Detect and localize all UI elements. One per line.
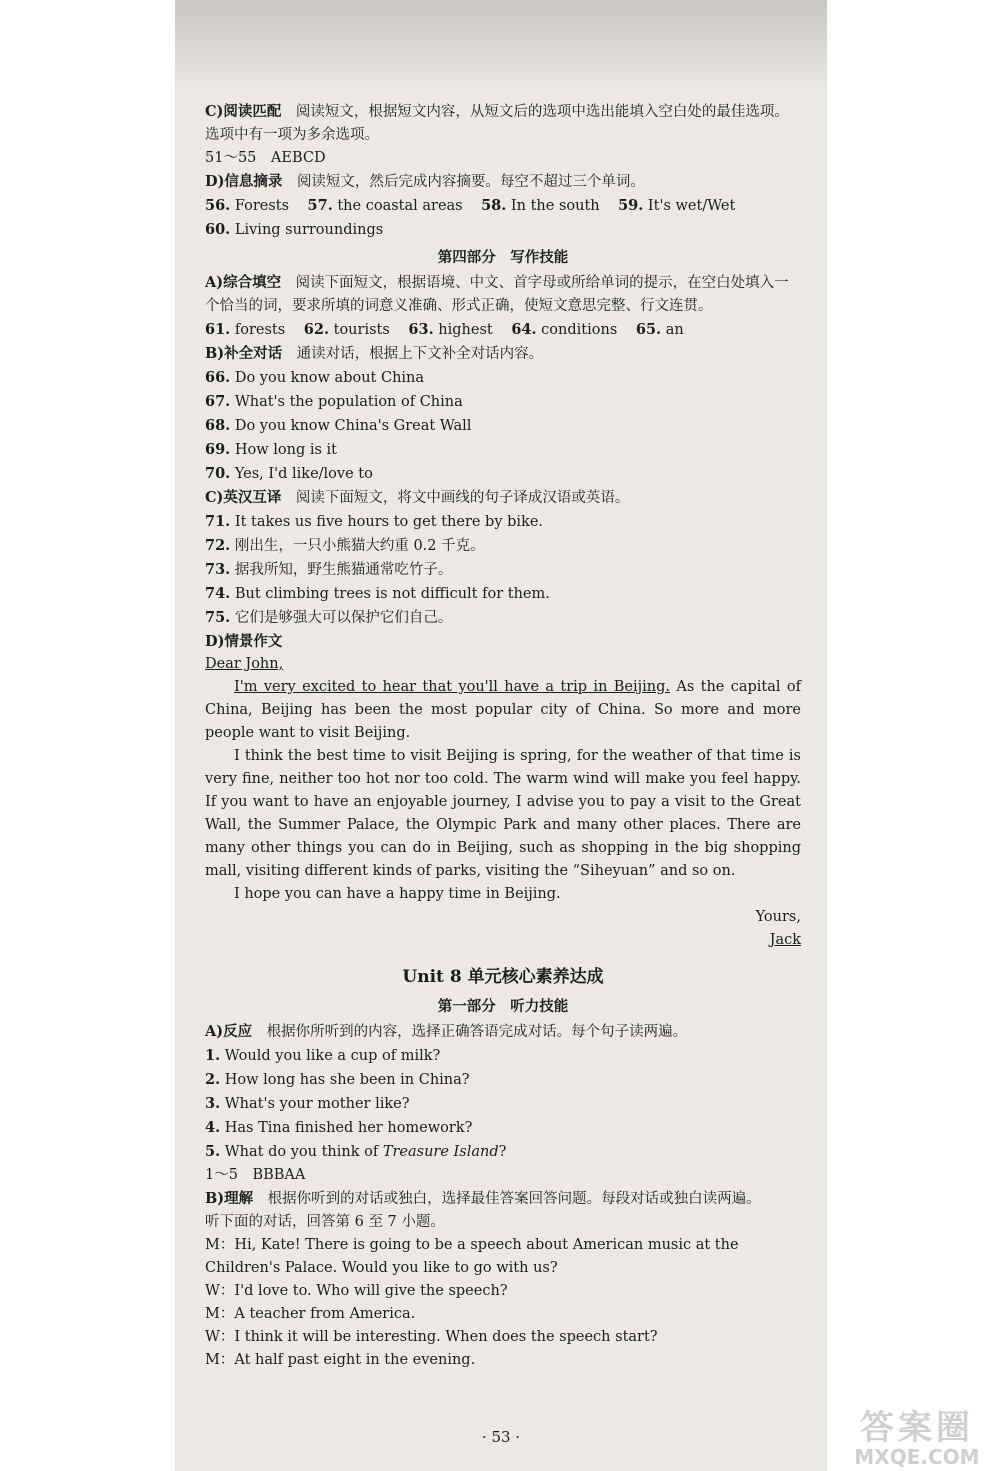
- essay-label: D)情景作文: [205, 633, 283, 650]
- unit-title: Unit 8 单元核心素养达成: [402, 967, 604, 987]
- essay-paragraph-3: I hope you can have a happy time in Beijing.: [234, 886, 561, 902]
- essay-greeting: Dear John,: [205, 656, 284, 672]
- dialog-answer: 69. How long is it: [205, 441, 337, 458]
- reaction-answers: 1～5 BBBAA: [205, 1167, 306, 1183]
- dialog-line: W：I'd love to. Who will give the speech?: [205, 1283, 508, 1299]
- dialog-answer: 68. Do you know China's Great Wall: [205, 417, 472, 434]
- essay-paragraph-1: I'm very excited to hear that you'll have a trip in Beijing. As the capital of China, Beijing has been the most popular city of China. So more and more people want to visit Beijing.: [205, 679, 801, 741]
- dialog-line: M：Hi, Kate! There is going to be a speech about American music at the Children's Palace. Would you like to go with us?: [205, 1237, 739, 1276]
- reaction-item: 1. Would you like a cup of milk?: [205, 1047, 441, 1064]
- reaction-item: 2. How long has she been in China?: [205, 1071, 470, 1088]
- dialog-answer: 70. Yes, I'd like/love to: [205, 465, 373, 482]
- dialog-answer: 67. What's the population of China: [205, 393, 463, 410]
- dialog-answer: 66. Do you know about China: [205, 369, 425, 386]
- info-summary-answers: 56. Forests 57. the coastal areas 58. In the south 59. It's wet/Wet: [205, 197, 736, 214]
- reaction-item: 4. Has Tina finished her homework?: [205, 1119, 473, 1136]
- translation-answer: 74. But climbing trees is not difficult for them.: [205, 585, 550, 602]
- essay-closing: Yours,: [755, 909, 801, 925]
- part4-heading: 第四部分 写作技能: [437, 249, 569, 266]
- part1-heading: 第一部分 听力技能: [437, 998, 569, 1015]
- watermark-text: 答案圈: [860, 1408, 974, 1448]
- reading-match-instruction: C)阅读匹配 阅读短文，根据短文内容，从短文后的选项中选出能填入空白处的最佳选项。选项中有一项为多余选项。: [205, 103, 789, 143]
- essay-signature: Jack: [769, 932, 801, 948]
- cloze-instruction: A)综合填空 阅读下面短文，根据语境、中文、首字母或所给单词的提示，在空白处填入一个恰当的词，要求所填的词意义准确、形式正确，使短文意思完整、行文连贯。: [205, 274, 789, 314]
- comprehension-subinstruction: 听下面的对话，回答第 6 至 7 小题。: [205, 1214, 445, 1230]
- info-summary-answer-60: 60. Living surroundings: [205, 221, 384, 238]
- reaction-item: 3. What's your mother like?: [205, 1095, 410, 1112]
- translation-instruction: C)英汉互译 阅读下面短文，将文中画线的句子译成汉语或英语。: [205, 489, 630, 506]
- scan-shadow: [175, 0, 827, 95]
- page-number: · 53 ·: [481, 1428, 521, 1446]
- translation-answer: 71. It takes us five hours to get there by bike.: [205, 513, 544, 530]
- translation-answer: 72. 刚出生，一只小熊猫大约重 0.2 千克。: [205, 537, 485, 554]
- dialog-line: M：A teacher from America.: [205, 1306, 416, 1322]
- book-page: [175, 0, 827, 1471]
- translation-answer: 75. 它们是够强大可以保护它们自己。: [205, 609, 453, 626]
- dialog-line: M：At half past eight in the evening.: [205, 1352, 476, 1368]
- dialog-instruction: B)补全对话 通读对话，根据上下文补全对话内容。: [205, 345, 544, 362]
- page-content: [205, 100, 801, 1372]
- cloze-answers: 61. forests 62. tourists 63. highest 64. conditions 65. an: [205, 321, 684, 338]
- info-summary-instruction: D)信息摘录 阅读短文，然后完成内容摘要。每空不超过三个单词。: [205, 173, 645, 190]
- reaction-item: 5. What do you think of Treasure Island?: [205, 1143, 507, 1160]
- dialog-line: W：I think it will be interesting. When does the speech start?: [205, 1329, 658, 1345]
- translation-answer: 73. 据我所知，野生熊猫通常吃竹子。: [205, 561, 453, 578]
- watermark-logo: [842, 1400, 992, 1470]
- reading-match-answers: 51～55 AEBCD: [205, 150, 326, 166]
- watermark-domain: MXQE.COM: [854, 1445, 980, 1469]
- reaction-instruction: A)反应 根据你所听到的内容，选择正确答语完成对话。每个句子读两遍。: [205, 1023, 688, 1040]
- comprehension-instruction: B)理解 根据你听到的对话或独白，选择最佳答案回答问题。每段对话或独白读两遍。: [205, 1190, 761, 1207]
- essay-paragraph-2: I think the best time to visit Beijing is spring, for the weather of that time is very fine, neither too hot nor too cold. The warm wind will make you feel happy. If you want to have an enjoyable journey, I advise you to pay a visit to the Great Wall, the Summer Palace, the Olympic Park and many other places. There are many other things you can do in Beijing, such as shopping in the big shopping mall, visiting different kinds of parks, visiting the “Siheyuan” and so on.: [205, 748, 801, 879]
